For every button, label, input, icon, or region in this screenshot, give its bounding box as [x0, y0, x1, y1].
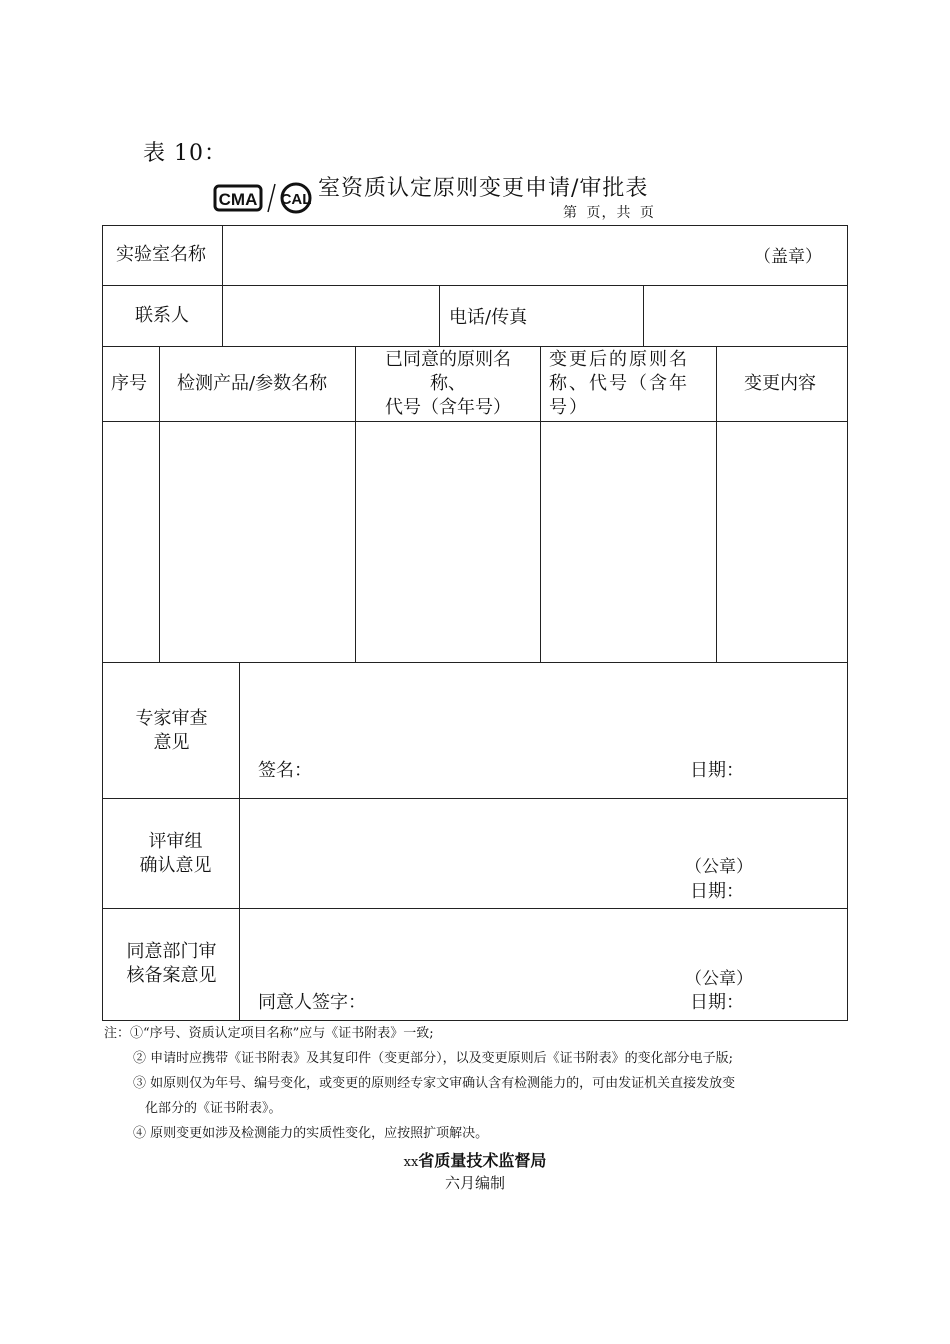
expert-label-line-2: 意见 — [153, 732, 190, 753]
expert-opinion-label — [104, 707, 239, 755]
col-agreed-line-3: 代号（含年号） — [385, 397, 511, 418]
dept-signature-label: 同意人签字： — [258, 992, 366, 1013]
dept-label-line-2: 核备案意见 — [126, 965, 217, 986]
logo-graphic — [213, 181, 319, 215]
col-new-line-2: 称、代号（含年 — [549, 373, 689, 394]
dept-label-line-1: 同意部门审 — [126, 941, 217, 962]
dept-stamp: （公章） — [685, 969, 753, 989]
form-label: 表 10： — [143, 141, 227, 166]
review-date-label: 日期： — [690, 881, 744, 902]
expert-signature-label: 签名： — [258, 760, 312, 781]
cell-seq[interactable] — [104, 423, 158, 661]
cell-change[interactable] — [718, 423, 846, 661]
cma-cal-logo — [213, 181, 319, 215]
authority-name: 省质量技术监督局 — [418, 1151, 547, 1170]
issuing-authority — [0, 1148, 950, 1171]
note-2: ② 申请时应携带《证书附表》及其复印件（变更部分），以及变更原则后《证书附表》的变化部分电子版; — [133, 1051, 734, 1066]
phone-fax-field[interactable] — [647, 290, 843, 342]
review-label-line-1: 评审组 — [148, 831, 203, 852]
compile-date: 六月编制 — [444, 1174, 505, 1192]
col-change-header: 变更内容 — [744, 373, 816, 394]
page-number: 第 页，共 页 — [563, 205, 655, 221]
contact-label: 联系人 — [135, 305, 189, 326]
dept-opinion-field[interactable] — [241, 910, 681, 980]
expert-date-label: 日期： — [690, 760, 744, 781]
page-title: 室资质认定原则变更申请/审批表 — [318, 176, 649, 201]
stamp-note: （盖章） — [754, 247, 822, 267]
expert-label-line-1: 专家审查 — [135, 708, 208, 729]
lab-name-label: 实验室名称 — [116, 244, 206, 265]
col-new-line-3: 号） — [549, 397, 589, 418]
col-agreed-line-2: 称、 — [430, 373, 466, 394]
col-agreed-line-1: 已同意的原则名 — [385, 349, 511, 370]
cell-new[interactable] — [542, 423, 715, 661]
review-stamp: （公章） — [685, 857, 753, 877]
col-new-header — [549, 348, 709, 420]
lab-name-field[interactable] — [226, 243, 840, 267]
logo-cal-text: CAL — [280, 191, 312, 208]
review-opinion-field[interactable] — [241, 800, 681, 906]
expert-opinion-field[interactable] — [241, 664, 846, 754]
cell-product[interactable] — [161, 423, 354, 661]
review-label-line-2: 确认意见 — [139, 855, 212, 876]
note-1: 注：①“序号、资质认定项目名称”应与《证书附表》一致; — [104, 1026, 434, 1041]
logo-cma-text: CMA — [218, 190, 258, 209]
col-agreed-header — [356, 348, 540, 420]
dept-date-label: 日期： — [690, 992, 744, 1013]
col-product-header: 检测产品/参数名称 — [177, 373, 328, 394]
note-3b: 化部分的《证书附表》。 — [145, 1101, 282, 1116]
col-new-line-1: 变更后的原则名 — [549, 349, 689, 370]
authority-prefix: xx — [403, 1155, 419, 1170]
review-opinion-label — [104, 830, 247, 878]
dept-opinion-label — [104, 940, 239, 988]
phone-fax-label: 电话/传真 — [449, 307, 528, 328]
note-3a: ③ 如原则仅为年号、编号变化，或变更的原则经专家文审确认含有检测能力的，可由发证机关直接发放变 — [133, 1076, 736, 1091]
col-seq-header: 序号 — [111, 373, 147, 394]
contact-field[interactable] — [226, 290, 436, 342]
note-4: ④ 原则变更如涉及检测能力的实质性变化，应按照扩项解决。 — [133, 1126, 489, 1141]
cell-agreed[interactable] — [357, 423, 539, 661]
